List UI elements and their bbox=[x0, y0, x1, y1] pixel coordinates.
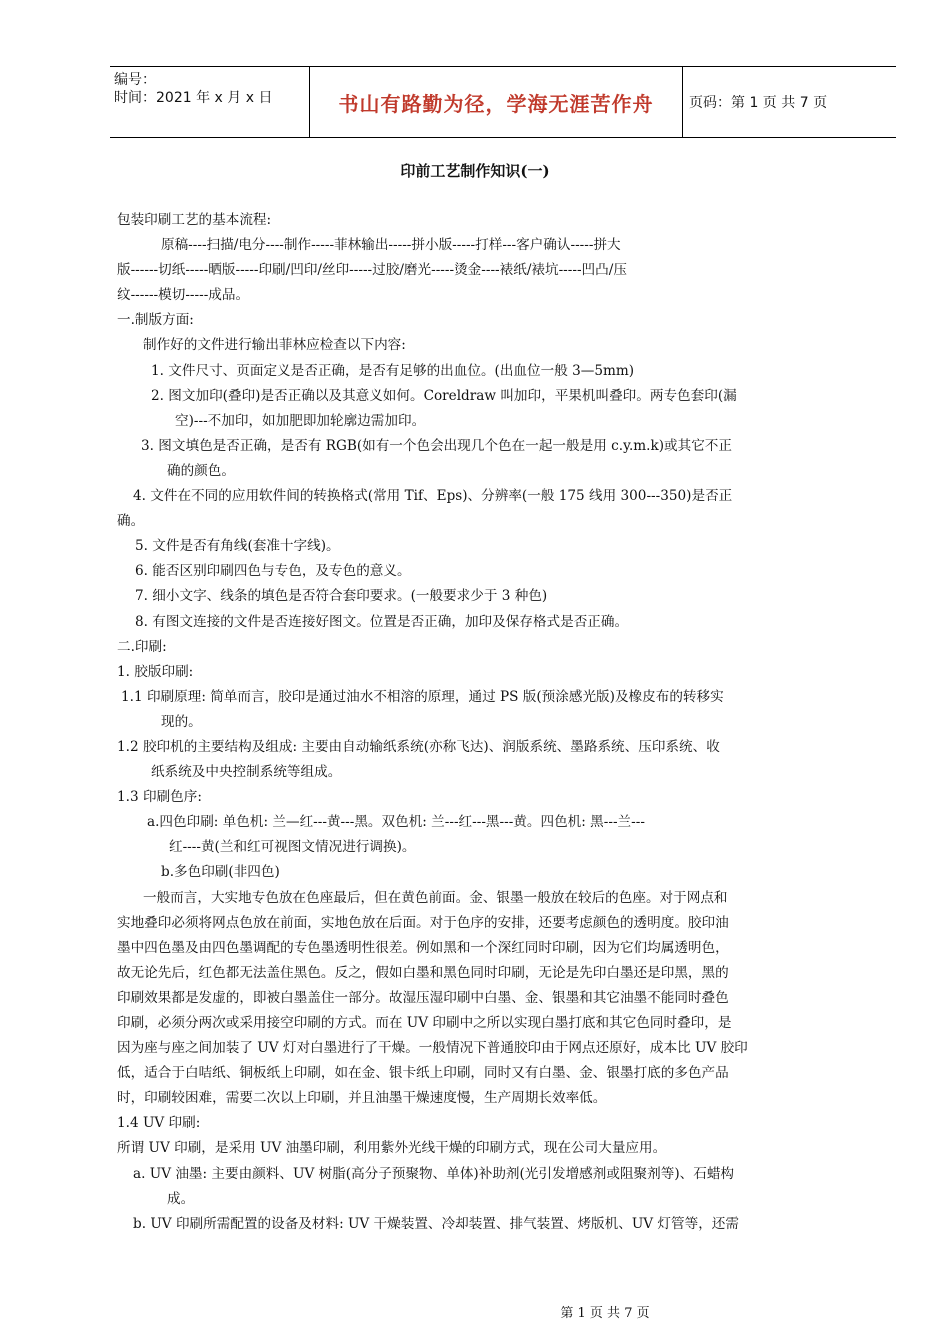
subsection-heading: 1. 胶版印刷: bbox=[117, 663, 194, 680]
list-item: 3. 图文填色是否正确，是否有 RGB(如有一个色会出现几个色在一起一般是用 c.y.m.k)或其它不正 bbox=[141, 437, 732, 454]
header-meta bbox=[110, 67, 310, 137]
paragraph-line: 纹------模切-----成品。 bbox=[117, 287, 250, 304]
header-page-info: 页码：第 1 页 共 7 页 bbox=[689, 95, 828, 111]
paragraph-line: 所谓 UV 印刷，是采用 UV 油墨印刷，利用紫外光线干燥的印刷方式，现在公司大量应用。 bbox=[117, 1140, 667, 1157]
paragraph-line: 红----黄(兰和红可视图文情况进行调换)。 bbox=[169, 839, 416, 856]
document-title: 印前工艺制作知识(一) bbox=[400, 162, 550, 180]
number-label: 编号： bbox=[114, 72, 156, 88]
paragraph-line: a. UV 油墨: 主要由颜料、UV 树脂(高分子预聚物、单体)补助剂(光引发增感剂或阻聚剂等)、石蜡构 bbox=[133, 1165, 735, 1182]
paragraph-line: 成。 bbox=[167, 1190, 195, 1207]
paragraph-line: 制作好的文件进行输出菲林应检查以下内容: bbox=[143, 337, 406, 354]
paragraph-line: 墨中四色墨及由四色墨调配的专色墨透明性很差。例如黑和一个深红同时印刷，因为它们均属透明色， bbox=[117, 939, 729, 956]
paragraph-line: 版------切纸-----晒版-----印刷/凹印/丝印-----过胶/磨光-----烫金----裱纸/裱坑-----凹凸/压 bbox=[117, 262, 627, 279]
list-item-cont: 确。 bbox=[117, 513, 145, 530]
paragraph-line: 故无论先后，红色都无法盖住黑色。反之，假如白墨和黑色同时印刷，无论是先印白墨还是印黑，黑的 bbox=[117, 964, 729, 981]
header-motto: 书山有路勤为径，学海无涯苦作舟 bbox=[310, 67, 683, 137]
paragraph-line: 实地叠印必须将网点色放在前面，实地色放在后面。对于色序的安排，还要考虑颜色的透明度。胶印油 bbox=[117, 914, 729, 931]
paragraph-line: a.四色印刷: 单色机: 兰—红---黄---黑。双色机: 兰---红---黑---黄。四色机: 黑---兰--- bbox=[147, 814, 645, 831]
document-body bbox=[117, 208, 893, 1237]
paragraph-line: 现的。 bbox=[161, 713, 202, 730]
list-item: 6. 能否区别印刷四色与专色，及专色的意义。 bbox=[135, 563, 411, 580]
paragraph-line: 1.1 印刷原理: 简单而言，胶印是通过油水不相溶的原理，通过 PS 版(预涂感光版)及橡皮布的转移实 bbox=[121, 688, 724, 705]
list-item: 7. 细小文字、线条的填色是否符合套印要求。(一般要求少于 3 种色) bbox=[135, 588, 548, 605]
list-item: 1. 文件尺寸、页面定义是否正确，是否有足够的出血位。(出血位一般 3—5mm) bbox=[151, 362, 635, 379]
paragraph-line: 纸系统及中央控制系统等组成。 bbox=[151, 764, 342, 781]
section-heading: 二.印刷: bbox=[117, 638, 167, 655]
list-item: 5. 文件是否有角线(套准十字线)。 bbox=[135, 538, 340, 555]
paragraph-line: 时，印刷较困难，需要二次以上印刷，并且油墨干燥速度慢，生产周期长效率低。 bbox=[117, 1090, 607, 1107]
page-footer: 第 1 页 共 7 页 bbox=[560, 1306, 650, 1321]
section-heading: 一.制版方面: bbox=[117, 312, 194, 329]
list-item: 2. 图文加印(叠印)是否正确以及其意义如何。Coreldraw 叫加印，平果机叫叠印。两专色套印(漏 bbox=[151, 387, 737, 404]
paragraph-line: 印刷，必须分两次或采用接空印刷的方式。而在 UV 印刷中之所以实现白墨打底和其它色同时叠印，是 bbox=[117, 1015, 732, 1031]
paragraph-line: 低，适合于白咭纸、铜板纸上印刷，如在金、银卡纸上印刷，同时又有白墨、金、银墨打底的多色产品 bbox=[117, 1065, 729, 1082]
page-header bbox=[110, 66, 896, 138]
subsection-heading: 1.4 UV 印刷: bbox=[117, 1115, 201, 1132]
subsection-heading: 1.3 印刷色序: bbox=[117, 789, 202, 806]
paragraph-line: b.多色印刷(非四色) bbox=[161, 864, 280, 881]
list-item: 4. 文件在不同的应用软件间的转换格式(常用 Tif、Eps)、分辨率(一般 175 线用 300---350)是否正 bbox=[133, 488, 733, 505]
list-item: 8. 有图文连接的文件是否连接好图文。位置是否正确，加印及保存格式是否正确。 bbox=[135, 613, 629, 630]
paragraph-line: 原稿----扫描/电分----制作-----菲林输出-----拼小版-----打样---客户确认-----拼大 bbox=[161, 237, 621, 254]
paragraph-line: 因为座与座之间加装了 UV 灯对白墨进行了干燥。一般情况下普通胶印由于网点还原好，成本比 UV 胶印 bbox=[117, 1040, 748, 1057]
list-item-cont: 确的颜色。 bbox=[167, 462, 235, 479]
list-item-cont: 空)---不加印，如加肥即加轮廓边需加印。 bbox=[175, 412, 426, 429]
paragraph-line: 一般而言，大实地专色放在色座最后，但在黄色前面。金、银墨一般放在较后的色座。对于网点和 bbox=[143, 889, 728, 906]
paragraph-line: 印刷效果都是发虚的，即被白墨盖住一部分。故湿压湿印刷中白墨、金、银墨和其它油墨不能同时叠色 bbox=[117, 989, 729, 1006]
paragraph-line: 1.2 胶印机的主要结构及组成: 主要由自动输纸系统(亦称飞达)、润版系统、墨路系统、压印系统、收 bbox=[117, 738, 720, 755]
time-label: 时间：2021 年 x 月 x 日 bbox=[114, 90, 273, 106]
paragraph-line: b. UV 印刷所需配置的设备及材料: UV 干燥装置、冷却装置、排气装置、烤版机、UV 灯管等，还需 bbox=[133, 1215, 739, 1232]
paragraph-line: 包装印刷工艺的基本流程: bbox=[117, 212, 272, 228]
